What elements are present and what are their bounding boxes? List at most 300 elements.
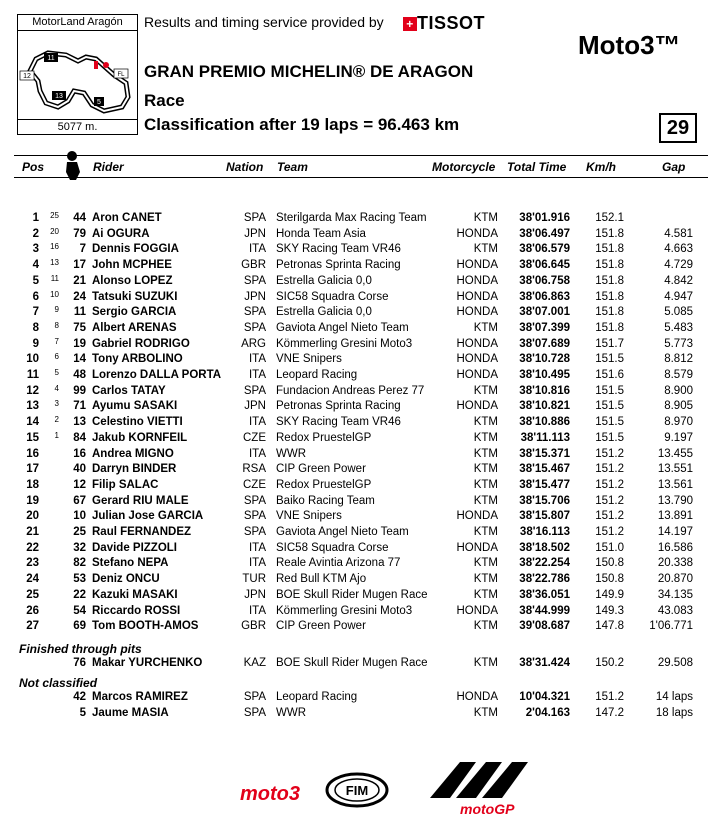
rider-name: Tom BOOTH-AMOS bbox=[92, 620, 199, 633]
team-name: Kömmerling Gresini Moto3 bbox=[276, 604, 413, 617]
motorcycle: HONDA bbox=[456, 604, 498, 617]
motorcycle: KTM bbox=[473, 321, 498, 334]
result-row bbox=[0, 605, 722, 621]
speed-kmh: 151.5 bbox=[595, 384, 624, 397]
result-pos: 17 bbox=[26, 463, 39, 476]
total-time: 38'22.254 bbox=[519, 557, 570, 570]
gap-value: 13.455 bbox=[657, 447, 693, 460]
team-name: Reale Avintia Arizona 77 bbox=[276, 557, 401, 570]
team-name: WWR bbox=[276, 706, 307, 719]
header-bottom-rule bbox=[14, 177, 708, 178]
rider-name: Albert ARENAS bbox=[92, 321, 177, 334]
track-length: 5077 m. bbox=[17, 119, 138, 135]
rider-name: Andrea MIGNO bbox=[92, 447, 174, 460]
team-name: Estrella Galicia 0,0 bbox=[276, 274, 372, 287]
total-time: 38'15.807 bbox=[519, 510, 570, 523]
rider-number: 40 bbox=[73, 463, 86, 476]
speed-kmh: 151.5 bbox=[595, 400, 624, 413]
result-row bbox=[0, 510, 722, 526]
speed-kmh: 151.2 bbox=[595, 691, 624, 703]
team-name: SIC58 Squadra Corse bbox=[276, 541, 389, 554]
motorcycle: HONDA bbox=[456, 400, 498, 413]
result-pos: 13 bbox=[26, 400, 39, 413]
speed-kmh: 151.8 bbox=[595, 321, 624, 334]
svg-text:11: 11 bbox=[47, 55, 55, 62]
rider-name: Makar YURCHENKO bbox=[92, 657, 203, 669]
total-time: 38'22.786 bbox=[519, 573, 570, 586]
result-grid: 16 bbox=[50, 242, 59, 252]
gap-value: 8.970 bbox=[664, 416, 693, 429]
result-row bbox=[0, 495, 722, 511]
team-name: SKY Racing Team VR46 bbox=[276, 243, 401, 256]
speed-kmh: 151.2 bbox=[595, 526, 624, 538]
footer-logos bbox=[240, 758, 540, 823]
svg-text:5: 5 bbox=[97, 99, 101, 106]
result-pos: 6 bbox=[32, 290, 39, 303]
motorcycle: HONDA bbox=[456, 691, 498, 703]
gap-value: 18 laps bbox=[655, 706, 693, 719]
motorcycle: KTM bbox=[473, 557, 498, 570]
result-row bbox=[0, 463, 722, 479]
rider-number: 13 bbox=[73, 416, 86, 429]
speed-kmh: 151.5 bbox=[595, 416, 624, 429]
svg-text:moto3: moto3 bbox=[240, 783, 300, 805]
rider-name: Jakub KORNFEIL bbox=[92, 431, 188, 444]
result-row bbox=[0, 448, 722, 464]
motorcycle: HONDA bbox=[456, 541, 498, 554]
gap-value: 13.551 bbox=[657, 463, 693, 476]
total-time: 2'04.163 bbox=[525, 706, 570, 719]
result-pos: 24 bbox=[26, 573, 39, 586]
moto3-logo bbox=[240, 783, 300, 805]
rider-name: Marcos RAMIREZ bbox=[92, 691, 188, 703]
svg-text:12: 12 bbox=[23, 73, 31, 80]
result-row bbox=[0, 589, 722, 605]
result-row bbox=[0, 353, 722, 369]
rider-nation: SPA bbox=[243, 384, 266, 397]
rider-nation: GBR bbox=[241, 259, 266, 272]
result-grid: 10 bbox=[50, 289, 59, 299]
gap-value: 4.729 bbox=[664, 259, 693, 272]
total-time: 38'10.495 bbox=[519, 369, 570, 381]
result-pos: 19 bbox=[26, 494, 39, 507]
rider-number: 22 bbox=[73, 588, 86, 601]
result-grid: 20 bbox=[50, 226, 59, 236]
result-row bbox=[0, 322, 722, 338]
rider-name: Deniz ONCU bbox=[92, 573, 160, 586]
motorcycle: HONDA bbox=[456, 369, 498, 381]
speed-kmh: 149.3 bbox=[595, 604, 624, 617]
rider-name: Stefano NEPA bbox=[92, 557, 169, 570]
result-grid: 2 bbox=[54, 415, 59, 425]
total-time: 38'36.051 bbox=[519, 588, 570, 601]
rider-number: 79 bbox=[73, 227, 86, 240]
team-name: Fundacion Andreas Perez 77 bbox=[276, 384, 425, 397]
motorcycle: HONDA bbox=[456, 353, 498, 366]
svg-text:FL: FL bbox=[117, 72, 125, 78]
motorcycle: HONDA bbox=[456, 227, 498, 240]
speed-kmh: 151.2 bbox=[595, 447, 624, 460]
speed-kmh: 151.8 bbox=[595, 274, 624, 287]
team-name: VNE Snipers bbox=[276, 353, 342, 366]
gap-value: 4.663 bbox=[664, 243, 693, 256]
rider-name: Aron CANET bbox=[92, 212, 162, 224]
rider-number: 12 bbox=[73, 478, 86, 491]
motorcycle: HONDA bbox=[456, 259, 498, 272]
speed-kmh: 151.8 bbox=[595, 259, 624, 272]
col-motorcycle: Motorcycle bbox=[432, 160, 496, 174]
rider-name: Darryn BINDER bbox=[92, 463, 177, 476]
rider-name: Gabriel RODRIGO bbox=[92, 337, 190, 350]
rider-number: 21 bbox=[73, 274, 86, 287]
rider-nation: SPA bbox=[243, 321, 266, 334]
pits-row bbox=[0, 657, 722, 673]
speed-kmh: 151.0 bbox=[595, 541, 624, 554]
rider-number: 14 bbox=[73, 353, 86, 366]
motorcycle: KTM bbox=[473, 431, 498, 444]
rider-number: 76 bbox=[73, 657, 86, 669]
result-pos: 9 bbox=[32, 337, 39, 350]
motorcycle: KTM bbox=[473, 573, 498, 586]
result-grid: 7 bbox=[54, 336, 59, 346]
total-time: 38'07.001 bbox=[519, 306, 570, 319]
motorcycle: KTM bbox=[473, 384, 498, 397]
rider-number: 24 bbox=[73, 290, 86, 303]
total-time: 38'18.502 bbox=[519, 541, 570, 554]
tissot-cross-icon: + bbox=[403, 17, 417, 31]
total-time: 39'08.687 bbox=[519, 620, 570, 633]
track-map-icon bbox=[18, 31, 137, 119]
total-time: 38'15.706 bbox=[519, 494, 570, 507]
rider-number: 5 bbox=[79, 706, 86, 719]
result-grid: 6 bbox=[54, 352, 59, 362]
nc-section-title: Not classified bbox=[19, 676, 98, 690]
team-name: BOE Skull Rider Mugen Race bbox=[276, 657, 428, 669]
speed-kmh: 151.8 bbox=[595, 290, 624, 303]
gap-value: 14.197 bbox=[657, 526, 693, 538]
col-nation: Nation bbox=[226, 160, 264, 174]
gap-value: 43.083 bbox=[657, 604, 693, 617]
motorcycle: KTM bbox=[473, 447, 498, 460]
motorcycle: KTM bbox=[473, 212, 498, 224]
header-top-rule bbox=[14, 155, 708, 156]
result-grid: 1 bbox=[54, 430, 59, 440]
result-grid: 8 bbox=[54, 320, 59, 330]
motorcycle: KTM bbox=[473, 243, 498, 256]
classification-summary: Classification after 19 laps = 96.463 km bbox=[144, 115, 460, 134]
total-time: 38'01.916 bbox=[519, 212, 570, 224]
team-name: Estrella Galicia 0,0 bbox=[276, 306, 372, 319]
total-time: 38'10.816 bbox=[519, 384, 570, 397]
col-rider: Rider bbox=[93, 160, 124, 174]
total-time: 38'44.999 bbox=[519, 604, 570, 617]
result-pos: 2 bbox=[32, 227, 39, 240]
total-time: 38'10.728 bbox=[519, 353, 570, 366]
rider-nation: ITA bbox=[248, 243, 266, 256]
total-time: 38'11.113 bbox=[520, 431, 570, 444]
motorcycle: HONDA bbox=[456, 274, 498, 287]
rider-number: 99 bbox=[73, 384, 86, 397]
total-time: 38'16.113 bbox=[519, 526, 570, 538]
team-name: CIP Green Power bbox=[276, 620, 366, 633]
result-pos: 8 bbox=[32, 321, 39, 334]
gap-value: 13.891 bbox=[657, 510, 693, 523]
result-grid: 13 bbox=[50, 258, 59, 268]
rider-number: 48 bbox=[73, 369, 86, 381]
team-name: CIP Green Power bbox=[276, 463, 366, 476]
speed-kmh: 151.5 bbox=[595, 431, 624, 444]
gap-value: 8.900 bbox=[664, 384, 693, 397]
col-pos: Pos bbox=[22, 160, 45, 174]
gap-value: 13.790 bbox=[657, 494, 693, 507]
page-number: 29 bbox=[659, 113, 697, 143]
col-total-time: Total Time bbox=[507, 160, 567, 174]
result-pos: 5 bbox=[32, 274, 39, 287]
result-pos: 11 bbox=[26, 369, 39, 381]
result-pos: 7 bbox=[32, 306, 39, 319]
col-team: Team bbox=[277, 160, 308, 174]
motorcycle: HONDA bbox=[456, 337, 498, 350]
rider-nation: KAZ bbox=[243, 657, 266, 669]
rider-name: Jaume MASIA bbox=[92, 706, 169, 719]
motorcycle: KTM bbox=[473, 620, 498, 633]
team-name: Petronas Sprinta Racing bbox=[276, 259, 401, 272]
speed-kmh: 150.8 bbox=[595, 573, 624, 586]
rider-nation: ITA bbox=[248, 557, 266, 570]
team-name: Red Bull KTM Ajo bbox=[276, 573, 367, 586]
rider-name: Gerard RIU MALE bbox=[92, 494, 189, 507]
speed-kmh: 151.7 bbox=[595, 337, 624, 350]
rider-nation: SPA bbox=[243, 212, 266, 224]
team-name: Honda Team Asia bbox=[276, 227, 366, 240]
result-row bbox=[0, 369, 722, 385]
gap-value: 8.812 bbox=[664, 353, 693, 366]
rider-nation: SPA bbox=[243, 274, 266, 287]
rider-number: 54 bbox=[73, 604, 86, 617]
rider-nation: ITA bbox=[248, 541, 266, 554]
gap-value: 9.197 bbox=[664, 431, 693, 444]
rider-name: Riccardo ROSSI bbox=[92, 604, 181, 617]
speed-kmh: 150.2 bbox=[595, 657, 624, 669]
rider-name: Filip SALAC bbox=[92, 478, 159, 491]
result-pos: 26 bbox=[26, 604, 39, 617]
session-title: Race bbox=[144, 91, 185, 110]
rider-number: 17 bbox=[73, 259, 86, 272]
team-name: VNE Snipers bbox=[276, 510, 342, 523]
motorcycle: HONDA bbox=[456, 306, 498, 319]
gap-value: 5.483 bbox=[664, 321, 693, 334]
speed-kmh: 147.8 bbox=[595, 620, 624, 633]
not-classified-row bbox=[0, 707, 722, 723]
rider-number: 53 bbox=[73, 573, 86, 586]
rider-nation: JPN bbox=[244, 290, 266, 303]
rider-number: 82 bbox=[73, 557, 86, 570]
rider-number: 10 bbox=[73, 510, 86, 523]
speed-kmh: 151.8 bbox=[595, 243, 624, 256]
motorcycle: KTM bbox=[473, 463, 498, 476]
svg-text:motoGP: motoGP bbox=[460, 801, 515, 817]
team-name: Leopard Racing bbox=[276, 369, 358, 381]
result-row bbox=[0, 416, 722, 432]
event-title: GRAN PREMIO MICHELIN® DE ARAGON bbox=[144, 62, 474, 81]
pits-section-title: Finished through pits bbox=[19, 642, 142, 656]
motorcycle: KTM bbox=[473, 526, 498, 538]
rider-name: Lorenzo DALLA PORTA bbox=[92, 369, 222, 381]
gap-value: 5.773 bbox=[664, 337, 693, 350]
motorcycle: KTM bbox=[473, 416, 498, 429]
rider-name: Sergio GARCIA bbox=[92, 306, 177, 319]
rider-number: 67 bbox=[73, 494, 86, 507]
track-map bbox=[17, 30, 138, 120]
footer-logo-strip bbox=[240, 758, 540, 818]
rider-number: 32 bbox=[73, 541, 86, 554]
rider-nation: TUR bbox=[242, 573, 266, 586]
rider-name: Raul FERNANDEZ bbox=[92, 526, 192, 538]
total-time: 38'15.371 bbox=[519, 447, 570, 460]
rider-number: 44 bbox=[73, 212, 86, 224]
tissot-brand: TISSOT bbox=[417, 13, 486, 33]
result-row bbox=[0, 228, 722, 244]
total-time: 38'10.821 bbox=[519, 400, 570, 413]
speed-kmh: 151.2 bbox=[595, 494, 624, 507]
svg-text:FIM: FIM bbox=[345, 783, 369, 798]
col-kmh: Km/h bbox=[586, 160, 616, 174]
result-grid: 11 bbox=[50, 273, 59, 283]
rider-name: Tony ARBOLINO bbox=[92, 353, 183, 366]
rider-nation: SPA bbox=[243, 526, 266, 538]
speed-kmh: 151.8 bbox=[595, 306, 624, 319]
result-row bbox=[0, 385, 722, 401]
track-name: MotorLand Aragón bbox=[17, 14, 138, 31]
rider-nation: ITA bbox=[248, 369, 266, 381]
total-time: 38'10.886 bbox=[519, 416, 570, 429]
gap-value: 29.508 bbox=[657, 657, 693, 669]
motorcycle: KTM bbox=[473, 657, 498, 669]
result-pos: 4 bbox=[32, 259, 39, 272]
rider-nation: SPA bbox=[243, 306, 266, 319]
rider-number: 69 bbox=[73, 620, 86, 633]
rider-nation: GBR bbox=[241, 620, 266, 633]
rider-nation: JPN bbox=[244, 400, 266, 413]
rider-number: 42 bbox=[73, 691, 86, 703]
rider-nation: SPA bbox=[243, 706, 266, 719]
gap-value: 34.135 bbox=[657, 588, 693, 601]
provider-text: Results and timing service provided by bbox=[144, 14, 384, 30]
rider-name: Ai OGURA bbox=[92, 227, 150, 240]
rider-number: 7 bbox=[79, 243, 86, 256]
fim-logo bbox=[327, 774, 387, 806]
rider-nation: SPA bbox=[243, 494, 266, 507]
class-title: Moto3™ bbox=[578, 30, 681, 60]
result-row bbox=[0, 275, 722, 291]
gap-value: 4.842 bbox=[664, 274, 693, 287]
team-name: Gaviota Angel Nieto Team bbox=[276, 526, 409, 538]
rider-number: 84 bbox=[73, 431, 86, 444]
total-time: 38'06.758 bbox=[519, 274, 570, 287]
result-pos: 1 bbox=[32, 212, 39, 224]
team-name: SIC58 Squadra Corse bbox=[276, 290, 389, 303]
rider-nation: ITA bbox=[248, 416, 266, 429]
result-grid: 25 bbox=[50, 211, 59, 220]
gap-value: 14 laps bbox=[655, 691, 693, 703]
result-pos: 27 bbox=[26, 620, 39, 633]
motorcycle: KTM bbox=[473, 478, 498, 491]
result-row bbox=[0, 573, 722, 589]
rider-name: Carlos TATAY bbox=[92, 384, 166, 397]
rider-name: Davide PIZZOLI bbox=[92, 541, 177, 554]
rider-nation: ITA bbox=[248, 604, 266, 617]
speed-kmh: 151.2 bbox=[595, 478, 624, 491]
result-row bbox=[0, 557, 722, 573]
result-pos: 23 bbox=[26, 557, 39, 570]
speed-kmh: 150.8 bbox=[595, 557, 624, 570]
rider-number: 25 bbox=[73, 526, 86, 538]
team-name: Kömmerling Gresini Moto3 bbox=[276, 337, 413, 350]
result-row bbox=[0, 338, 722, 354]
result-grid: 5 bbox=[54, 368, 59, 377]
rider-nation: CZE bbox=[243, 478, 266, 491]
result-pos: 14 bbox=[26, 416, 39, 429]
rider-name: John MCPHEE bbox=[92, 259, 172, 272]
result-pos: 20 bbox=[26, 510, 39, 523]
motorcycle: KTM bbox=[473, 706, 498, 719]
gap-value: 1'06.771 bbox=[649, 620, 693, 633]
gap-value: 4.947 bbox=[664, 290, 693, 303]
result-row bbox=[0, 542, 722, 558]
gap-value: 8.905 bbox=[664, 400, 693, 413]
motorcycle: HONDA bbox=[456, 510, 498, 523]
result-row bbox=[0, 212, 722, 228]
total-time: 38'06.497 bbox=[519, 227, 570, 240]
total-time: 38'06.645 bbox=[519, 259, 570, 272]
rider-number: 16 bbox=[73, 447, 86, 460]
tissot-logo bbox=[403, 13, 485, 34]
rider-number: 71 bbox=[73, 400, 86, 413]
rider-nation: RSA bbox=[242, 463, 266, 476]
rider-name: Ayumu SASAKI bbox=[92, 400, 178, 413]
team-name: SKY Racing Team VR46 bbox=[276, 416, 401, 429]
team-name: Baiko Racing Team bbox=[276, 494, 375, 507]
rider-nation: SPA bbox=[243, 691, 266, 703]
result-row bbox=[0, 259, 722, 275]
result-row bbox=[0, 432, 722, 448]
speed-kmh: 151.8 bbox=[595, 227, 624, 240]
result-pos: 25 bbox=[26, 588, 39, 601]
speed-kmh: 149.9 bbox=[595, 588, 624, 601]
rider-number: 75 bbox=[73, 321, 86, 334]
col-gap: Gap bbox=[662, 160, 686, 174]
speed-kmh: 151.6 bbox=[595, 369, 624, 381]
total-time: 10'04.321 bbox=[519, 691, 570, 703]
motorcycle: HONDA bbox=[456, 290, 498, 303]
result-pos: 15 bbox=[26, 431, 39, 444]
total-time: 38'31.424 bbox=[519, 657, 570, 669]
gap-value: 5.085 bbox=[664, 306, 693, 319]
result-pos: 21 bbox=[26, 526, 39, 538]
total-time: 38'06.579 bbox=[519, 243, 570, 256]
speed-kmh: 151.2 bbox=[595, 510, 624, 523]
rider-nation: ARG bbox=[241, 337, 266, 350]
gap-value: 4.581 bbox=[664, 227, 693, 240]
result-row bbox=[0, 620, 722, 636]
gap-value: 20.338 bbox=[657, 557, 693, 570]
team-name: Leopard Racing bbox=[276, 691, 358, 703]
motogp-logo bbox=[430, 762, 528, 817]
result-grid: 4 bbox=[54, 383, 59, 393]
result-pos: 10 bbox=[26, 353, 39, 366]
result-row bbox=[0, 479, 722, 495]
rider-name: Alonso LOPEZ bbox=[92, 274, 173, 287]
